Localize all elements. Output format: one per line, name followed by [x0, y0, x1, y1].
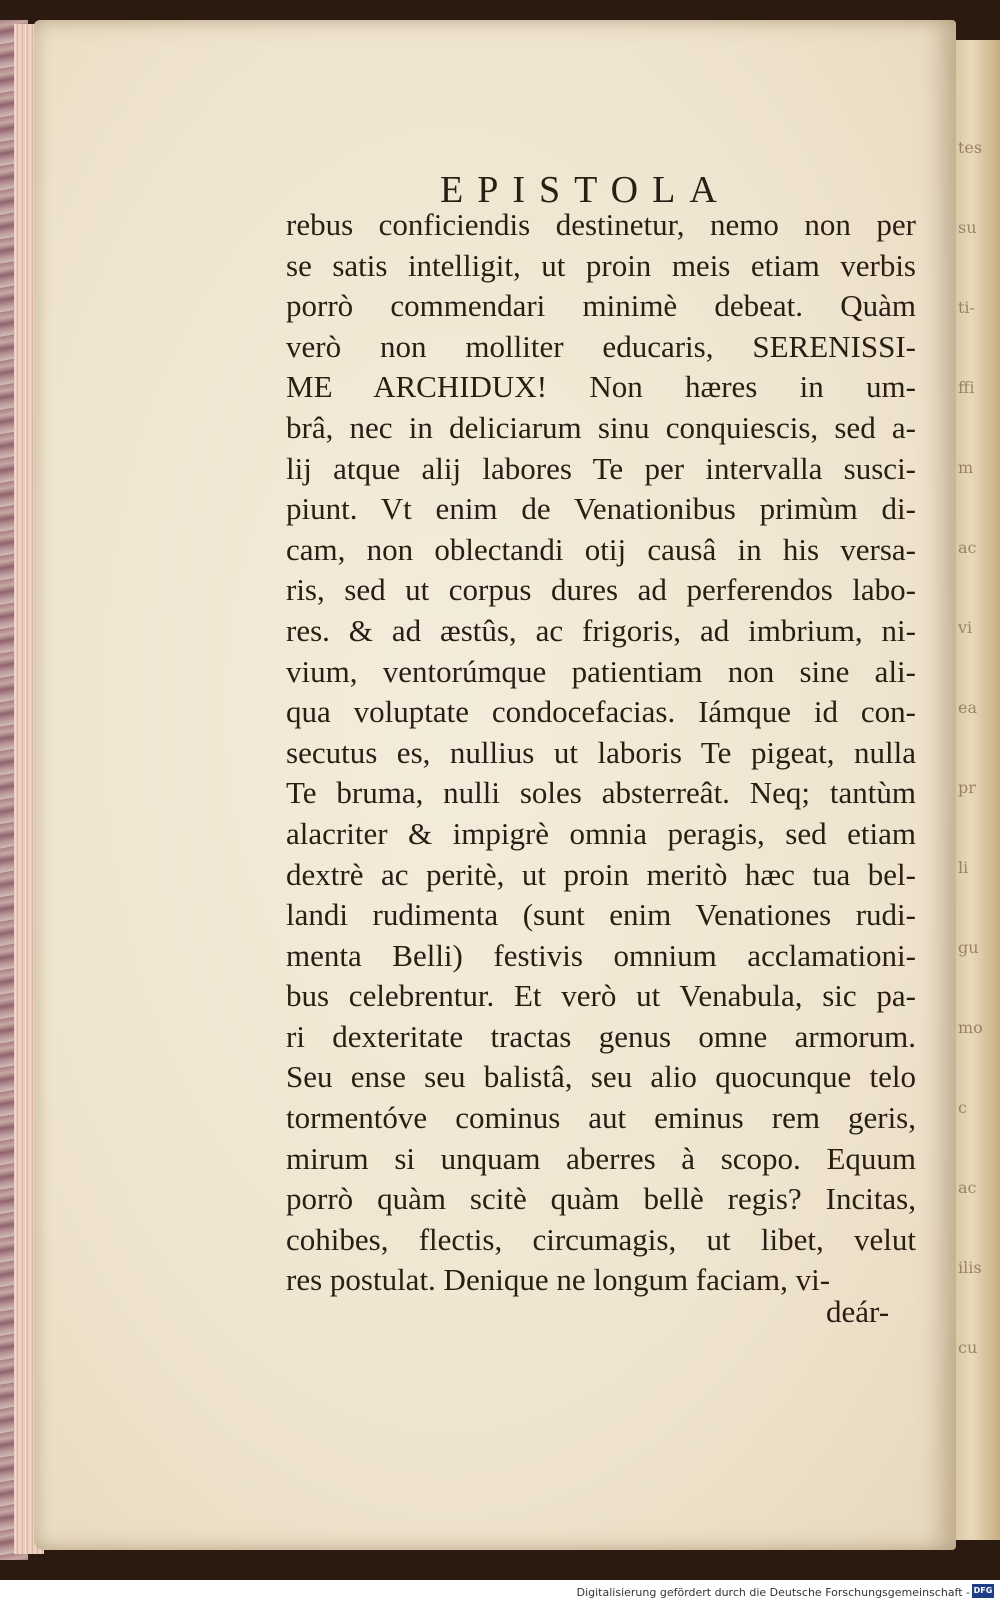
text-line: tormentóve cominus aut eminus rem geris, [286, 1100, 916, 1136]
text-line: res. & ad æstûs, ac frigoris, ad imbrium, ni- [286, 612, 916, 648]
digitization-footer [0, 1580, 1000, 1605]
text-line: landi rudimenta (sunt enim Venationes rudi- [286, 897, 916, 933]
text-line: ris, sed ut corpus dures ad perferendos labo- [286, 572, 916, 608]
text-line: vium, ventorúmque patientiam non sine ali- [286, 653, 916, 689]
bleed-fragment: m [958, 458, 974, 477]
bleed-fragment: ti- [958, 298, 975, 317]
bleed-fragment: ac [958, 1178, 977, 1197]
running-title: EPISTOLA [440, 169, 731, 211]
text-line: porrò commendari minimè debeat. Quàm [286, 288, 916, 324]
bleed-fragment: ac [958, 538, 977, 557]
text-line: cohibes, flectis, circumagis, ut libet, velut [286, 1221, 916, 1257]
text-line: bus celebrentur. Et verò ut Venabula, sic pa- [286, 978, 916, 1014]
text-line: secutus es, nullius ut laboris Te pigeat, nulla [286, 734, 916, 770]
text-line: menta Belli) festivis omnium acclamationi- [286, 937, 916, 973]
dfg-logo: DFG [972, 1584, 994, 1598]
bleed-fragment: mo [958, 1018, 983, 1037]
bleed-fragment: ffi [958, 378, 975, 397]
text-line: porrò quàm scitè quàm bellè regis? Incitas, [286, 1181, 916, 1217]
bleed-fragment: ilis [958, 1258, 982, 1277]
bleed-fragment: vi [958, 618, 973, 637]
text-line: alacriter & impigrè omnia peragis, sed etiam [286, 815, 916, 851]
bleed-fragment: ea [958, 698, 978, 717]
text-line: Seu ense seu balistâ, seu alio quocunque telo [286, 1059, 916, 1095]
text-line: brâ, nec in deliciarum sinu conquiescis, sed a- [286, 409, 916, 445]
body-text [286, 205, 916, 1301]
bleed-fragment: pr [958, 778, 976, 797]
bleed-fragment: li [958, 858, 969, 877]
text-line: lij atque alij labores Te per intervalla susci- [286, 450, 916, 486]
bleed-fragment: su [958, 218, 977, 237]
text-line: qua voluptate condocefacias. Iámque id con- [286, 694, 916, 730]
text-line: mirum si unquam aberres à scopo. Equum [286, 1140, 916, 1176]
text-line: ri dexteritate tractas genus omne armorum. [286, 1018, 916, 1054]
text-line: ME ARCHIDUX! Non hæres in um- [286, 369, 916, 405]
text-line: se satis intelligit, ut proin meis etiam verbis [286, 247, 916, 283]
text-line: Te bruma, nulli soles absterreât. Neq; tantùm [286, 775, 916, 811]
text-line: piunt. Vt enim de Venationibus primùm di- [286, 491, 916, 527]
bleed-fragment: gu [958, 938, 979, 957]
funding-credit: Digitalisierung gefördert durch die Deutsche Forschungsgemeinschaft - [576, 1586, 970, 1599]
text-line: dextrè ac peritè, ut proin meritò hæc tua bel- [286, 856, 916, 892]
bleed-fragment: tes [958, 138, 983, 157]
text-line: res postulat. Denique ne longum faciam, vi- [286, 1262, 831, 1298]
bleed-fragment: c [958, 1098, 967, 1117]
text-line: rebus conficiendis destinetur, nemo non per [286, 207, 916, 242]
text-line: verò non molliter educaris, SERENISSI- [286, 328, 916, 364]
text-line: cam, non oblectandi otij causâ in his versa- [286, 531, 916, 567]
catchword: deár- [826, 1294, 890, 1329]
bleed-fragment: cu [958, 1338, 978, 1357]
